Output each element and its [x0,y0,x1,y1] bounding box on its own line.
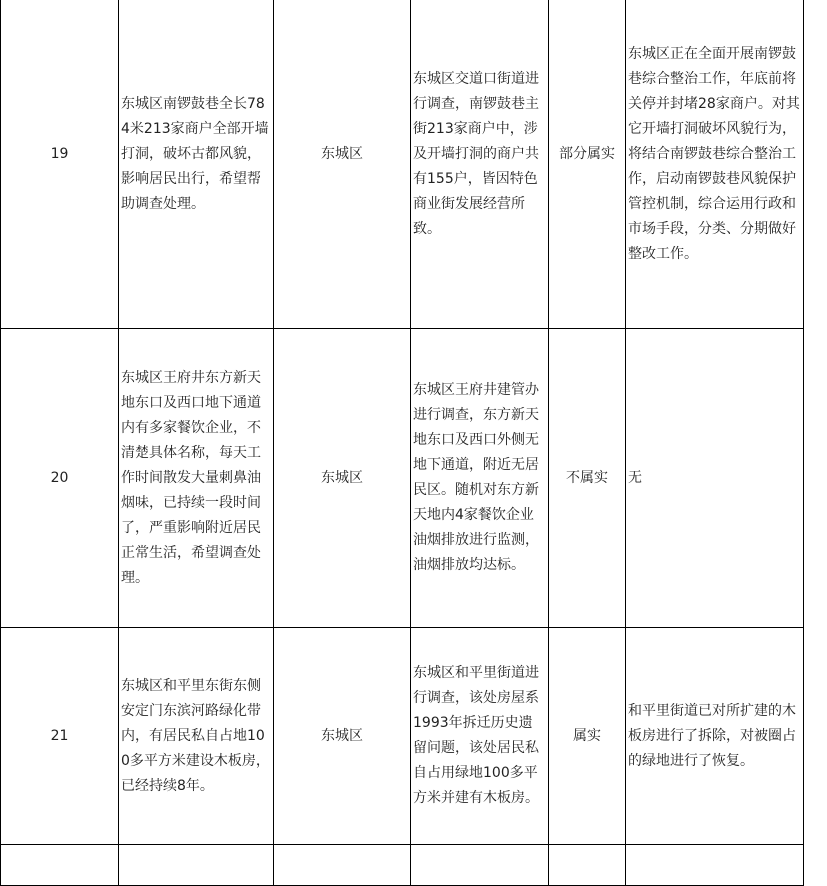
investigation-finding: 东城区王府井建管办进行调查，东方新天地东口及西口外侧无地下通道，附近无居民区。随机对东方新天地内4家餐饮企业油烟排放进行监测，油烟排放均达标。 [411,329,549,628]
empty-cell [549,845,626,886]
table-row [1,329,804,628]
empty-cell [274,845,411,886]
district-cell: 东城区 [274,329,411,628]
verdict-cell: 不属实 [549,329,626,628]
investigation-finding: 东城区交道口街道进行调查，南锣鼓巷主街213家商户中，涉及开墙打洞的商户共有155户，皆因特色商业街发展经营所致。 [411,0,549,329]
verdict-cell: 属实 [549,628,626,845]
table-row [1,0,804,329]
complaint-content: 东城区王府井东方新天地东口及西口地下通道内有多家餐饮企业，不清楚具体名称，每天工作时间散发大量刺鼻油烟味，已持续一段时间了，严重影响附近居民正常生活，希望调查处理。 [119,329,274,628]
complaint-content: 东城区和平里东街东侧安定门东滨河路绿化带内，有居民私自占地100多平方米建设木板房，已经持续8年。 [119,628,274,845]
empty-cell [411,845,549,886]
complaint-content: 东城区南锣鼓巷全长784米213家商户全部开墙打洞，破坏古都风貌，影响居民出行，希望帮助调查处理。 [119,0,274,329]
district-cell: 东城区 [274,628,411,845]
row-number: 19 [1,0,119,329]
investigation-finding: 东城区和平里街道进行调查，该处房屋系1993年拆迁历史遗留问题，该处居民私自占用绿地100多平方米并建有木板房。 [411,628,549,845]
table-row [1,628,804,845]
action-taken: 东城区正在全面开展南锣鼓巷综合整治工作，年底前将关停并封堵28家商户。对其它开墙打洞破坏风貌行为，将结合南锣鼓巷综合整治工作，启动南锣鼓巷风貌保护管控机制，综合运用行政和市场手段，分类、分期做好整改工作。 [626,0,804,329]
empty-cell [626,845,804,886]
district-cell: 东城区 [274,0,411,329]
row-number: 21 [1,628,119,845]
row-number: 20 [1,329,119,628]
empty-cell [119,845,274,886]
verdict-cell: 部分属实 [549,0,626,329]
action-taken: 无 [626,329,804,628]
action-taken: 和平里街道已对所扩建的木板房进行了拆除，对被圈占的绿地进行了恢复。 [626,628,804,845]
table-row [1,845,804,886]
empty-cell [1,845,119,886]
